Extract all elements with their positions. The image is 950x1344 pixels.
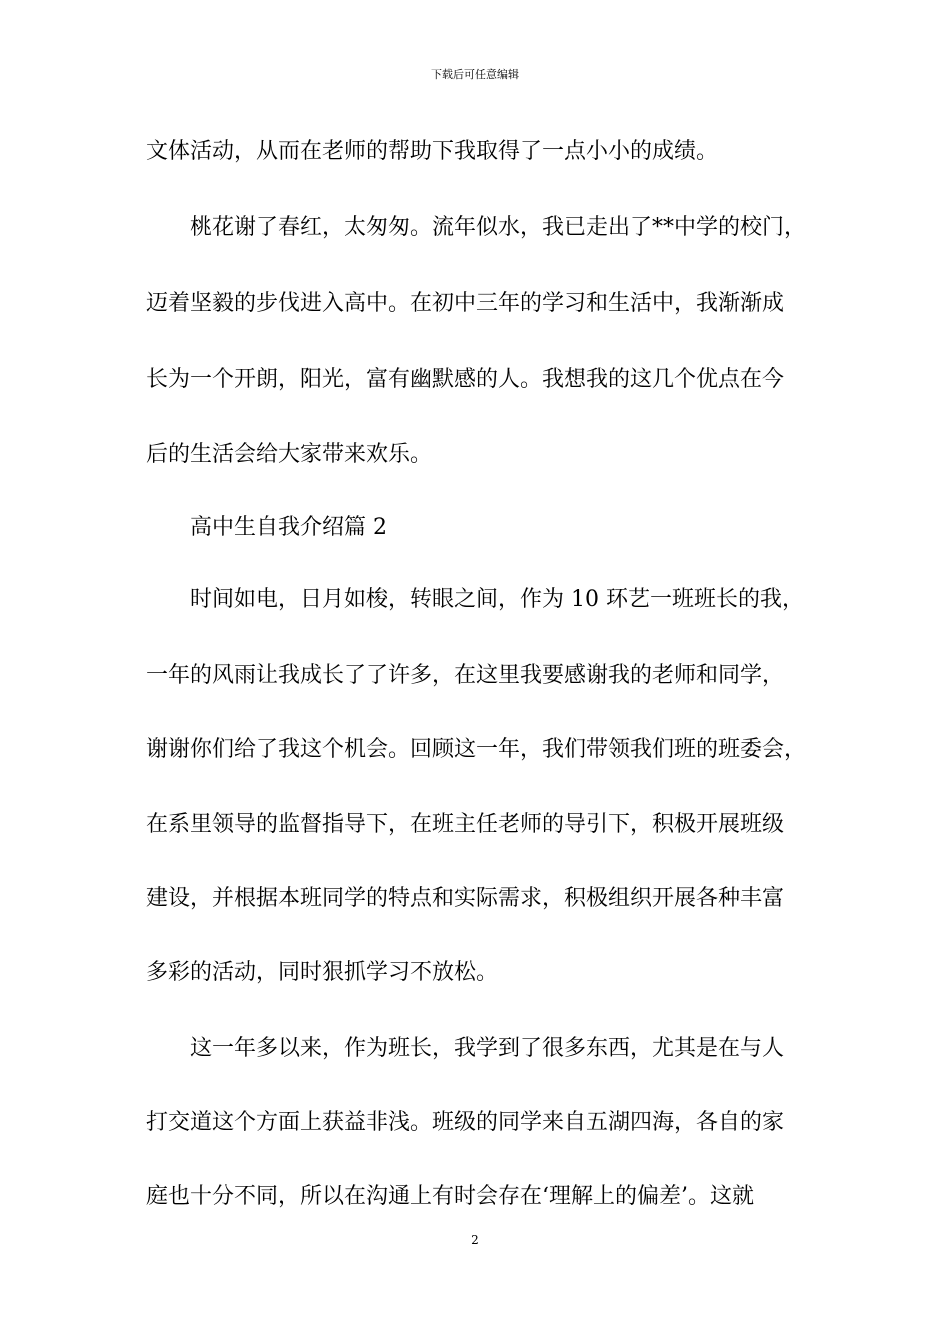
text-line: 庭也十分不同，所以在沟通上有时会存在‘理解上的偏差’。这就 — [146, 1184, 754, 1209]
page-number: 2 — [471, 1233, 479, 1247]
text-line: 建设，并根据本班同学的特点和实际需求，积极组织开展各种丰富 — [146, 886, 785, 911]
text-line: 在系里领导的监督指导下，在班主任老师的导引下，积极开展班级 — [146, 812, 785, 837]
text-line: 时间如电，日月如梭，转眼之间，作为 10 环艺一班班长的我， — [146, 587, 804, 612]
page-header: 下载后可任意编辑 — [431, 68, 519, 81]
section-heading: 高中生自我介绍篇 2 — [146, 515, 387, 540]
text-line: 谢谢你们给了我这个机会。回顾这一年，我们带领我们班的班委会， — [146, 737, 807, 762]
text-line: 一年的风雨让我成长了了许多，在这里我要感谢我的老师和同学， — [146, 663, 785, 688]
text-line: 这一年多以来，作为班长，我学到了很多东西，尤其是在与人 — [146, 1036, 785, 1061]
text-line: 打交道这个方面上获益非浅。班级的同学来自五湖四海，各自的家 — [146, 1110, 785, 1135]
text-line: 迈着坚毅的步伐进入高中。在初中三年的学习和生活中，我渐渐成 — [146, 291, 785, 316]
text-line: 文体活动，从而在老师的帮助下我取得了一点小小的成绩。 — [146, 139, 719, 164]
text-line: 长为一个开朗，阳光，富有幽默感的人。我想我的这几个优点在今 — [146, 367, 785, 392]
text-line: 桃花谢了春红，太匆匆。流年似水，我已走出了**中学的校门， — [146, 215, 807, 240]
text-line: 后的生活会给大家带来欢乐。 — [146, 442, 433, 467]
text-line: 多彩的活动，同时狠抓学习不放松。 — [146, 960, 499, 985]
